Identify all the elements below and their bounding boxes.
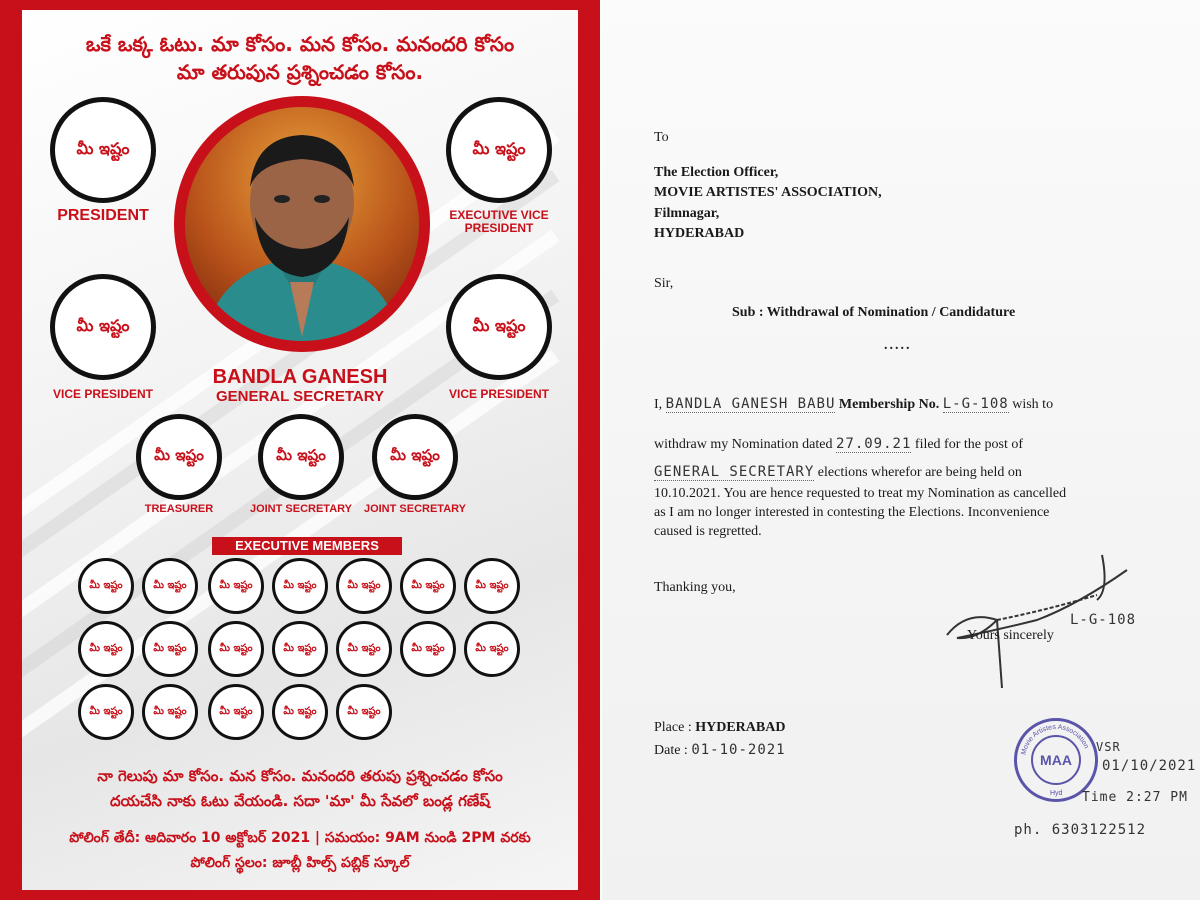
- executive-member-circle: [78, 558, 134, 614]
- date-label: Date :: [654, 743, 688, 758]
- place-value: HYDERABAD: [695, 720, 786, 735]
- post-label-vice-president-right: VICE PRESIDENT: [448, 387, 550, 401]
- post-label-line: PRESIDENT: [464, 221, 534, 235]
- ballot-circle-vice-president-left: [50, 274, 156, 380]
- candidate-name: BANDLA GANESH: [212, 366, 388, 388]
- handwritten-membership-no: L-G-108: [942, 396, 1009, 412]
- executive-member-circle: [336, 684, 392, 740]
- ballot-text: మీ ఇష్టం: [347, 706, 381, 717]
- ballot-text: మీ ఇష్టం: [76, 315, 130, 335]
- subject-line: Sub : Withdrawal of Nomination / Candidature: [732, 305, 1016, 320]
- addressee-line-2: MOVIE ARTISTES' ASSOCIATION,: [654, 185, 882, 200]
- ballot-text: మీ ఇష్టం: [89, 706, 123, 717]
- ballot-text: మీ ఇష్టం: [475, 580, 509, 591]
- ballot-text: మీ ఇష్టం: [347, 580, 381, 591]
- thanking-you: Thanking you,: [654, 580, 736, 595]
- body-text: I,: [654, 397, 663, 412]
- ballot-text: మీ ఇష్టం: [475, 643, 509, 654]
- candidate-photo-frame: [174, 96, 430, 352]
- salutation: Sir,: [654, 276, 674, 291]
- ballot-text: మీ ఇష్టం: [411, 580, 445, 591]
- ballot-text: మీ ఇష్టం: [153, 580, 187, 591]
- executive-member-circle: [142, 684, 198, 740]
- ballot-text: మీ ఇష్టం: [283, 580, 317, 591]
- post-label-executive-vice-president: [426, 209, 572, 235]
- ballot-text: మీ ఇష్టం: [76, 138, 130, 158]
- executive-member-circle: [464, 621, 520, 677]
- executive-member-circle: [272, 558, 328, 614]
- post-label-treasurer: TREASURER: [144, 503, 214, 515]
- executive-member-circle: [142, 558, 198, 614]
- post-label-line: EXECUTIVE VICE: [449, 208, 549, 222]
- body-line-3: [654, 464, 1124, 481]
- withdrawal-letter: [602, 0, 1200, 900]
- slogan-line-1: ఒకే ఒక్క ఓటు. మా కోసం. మన కోసం. మనందరి కోసం: [85, 32, 515, 56]
- ballot-text: మీ ఇష్టం: [154, 446, 204, 464]
- subject-dots: .....: [884, 338, 912, 353]
- post-label-president: PRESIDENT: [57, 207, 149, 224]
- addressee-line-1: The Election Officer,: [654, 165, 779, 180]
- letter-to: To: [654, 130, 669, 145]
- ballot-text: మీ ఇష్టం: [347, 643, 381, 654]
- executive-member-circle: [272, 684, 328, 740]
- ballot-text: మీ ఇష్టం: [219, 580, 253, 591]
- addressee-line-3: Filmnagar,: [654, 206, 720, 221]
- signature-membership-no: L-G-108: [1070, 612, 1137, 628]
- ballot-text: మీ ఇష్టం: [153, 706, 187, 717]
- body-line-5: as I am no longer interested in contesting the Elections. Inconvenience: [654, 505, 1050, 520]
- body-text: filed for the post of: [914, 437, 1023, 452]
- polling-date-line: పోలింగ్ తేదీ: ఆదివారం 10 అక్టోబర్ 2021 | సమయం: 9AM నుండి 2PM వరకు: [69, 830, 531, 846]
- post-label-joint-secretary-2: JOINT SECRETARY: [363, 503, 467, 515]
- ballot-circle-executive-vice-president: [446, 97, 552, 203]
- executive-members-ribbon: EXECUTIVE MEMBERS: [212, 537, 402, 555]
- executive-member-circle: [208, 621, 264, 677]
- executive-member-circle: [142, 621, 198, 677]
- ballot-text: మీ ఇష్టం: [89, 580, 123, 591]
- body-text: elections wherefor are being held on: [817, 465, 1022, 480]
- received-mark: VSR: [1096, 740, 1121, 754]
- date-line: [654, 742, 786, 759]
- footer-line-2: దయచేసి నాకు ఓటు వేయండి. సదా 'మా' మీ సేవలో బండ్ల గణేష్: [110, 792, 490, 810]
- candidate-post: GENERAL SECRETARY: [215, 388, 385, 405]
- ballot-text: మీ ఇష్టం: [472, 315, 526, 335]
- handwritten-name: BANDLA GANESH BABU: [665, 396, 836, 412]
- ballot-circle-joint-secretary-1: [258, 414, 344, 500]
- executive-member-circle: [272, 621, 328, 677]
- ballot-text: మీ ఇష్టం: [390, 446, 440, 464]
- ballot-circle-president: [50, 97, 156, 203]
- ballot-text: మీ ఇష్టం: [472, 138, 526, 158]
- place-line: [654, 720, 785, 736]
- ballot-text: మీ ఇష్టం: [411, 643, 445, 654]
- body-text: withdraw my Nomination dated: [654, 437, 833, 452]
- body-line-4: 10.10.2021. You are hence requested to treat my Nomination as cancelled: [654, 486, 1067, 501]
- executive-member-circle: [336, 621, 392, 677]
- received-date: 01/10/2021: [1102, 758, 1197, 774]
- handwritten-nomination-date: 27.09.21: [835, 436, 912, 452]
- executive-member-circle: [208, 684, 264, 740]
- ballot-circle-treasurer: [136, 414, 222, 500]
- candidate-photo: [185, 107, 419, 341]
- slogan-line-2: మా తరుపున ప్రశ్నించడం కోసం.: [176, 60, 424, 84]
- ballot-text: మీ ఇష్టం: [219, 706, 253, 717]
- ballot-circle-joint-secretary-2: [372, 414, 458, 500]
- ballot-circle-vice-president-right: [446, 274, 552, 380]
- post-label-vice-president-left: VICE PRESIDENT: [52, 387, 154, 401]
- footer-line-1: నా గెలుపు మా కోసం. మన కోసం. మనందరి తరుపు ప్రశ్నించడం కోసం: [97, 767, 503, 785]
- candidate-portrait-icon: [185, 107, 419, 341]
- handwritten-post: GENERAL SECRETARY: [654, 464, 815, 480]
- body-line-1: [654, 396, 1124, 413]
- received-time: Time 2:27 PM: [1082, 790, 1188, 805]
- polling-venue-line: పోలింగ్ స్థలం: జూబ్లీ హిల్స్ పబ్లిక్ స్కూల్: [190, 855, 410, 871]
- ballot-text: మీ ఇష్టం: [283, 706, 317, 717]
- body-text: wish to: [1012, 397, 1054, 412]
- place-label: Place :: [654, 720, 692, 735]
- addressee-line-4: HYDERABAD: [654, 226, 745, 241]
- executive-member-circle: [336, 558, 392, 614]
- executive-member-circle: [78, 684, 134, 740]
- executive-member-circle: [400, 558, 456, 614]
- stamp-ring-label: Movie Artistes Association: [1020, 723, 1090, 756]
- executive-member-circle: [464, 558, 520, 614]
- ballot-text: మీ ఇష్టం: [153, 643, 187, 654]
- poster-panel: [22, 10, 578, 890]
- stamp-bottom-label: Hyd: [1050, 790, 1063, 797]
- body-text: Membership No.: [838, 397, 940, 412]
- ballot-text: మీ ఇష్టం: [276, 446, 326, 464]
- yours-sincerely: Yours sincerely: [967, 628, 1054, 643]
- ballot-text: మీ ఇష్టం: [283, 643, 317, 654]
- post-label-joint-secretary-1: JOINT SECRETARY: [249, 503, 353, 515]
- stamp-center: MAA: [1031, 735, 1081, 785]
- body-line-2: [654, 436, 1124, 453]
- executive-member-circle: [78, 621, 134, 677]
- executive-member-circle: [400, 621, 456, 677]
- ballot-text: మీ ఇష్టం: [219, 643, 253, 654]
- received-phone: ph. 6303122512: [1014, 822, 1147, 838]
- body-line-6: caused is regretted.: [654, 524, 762, 539]
- handwritten-date: 01-10-2021: [691, 742, 786, 758]
- executive-member-circle: [208, 558, 264, 614]
- ballot-text: మీ ఇష్టం: [89, 643, 123, 654]
